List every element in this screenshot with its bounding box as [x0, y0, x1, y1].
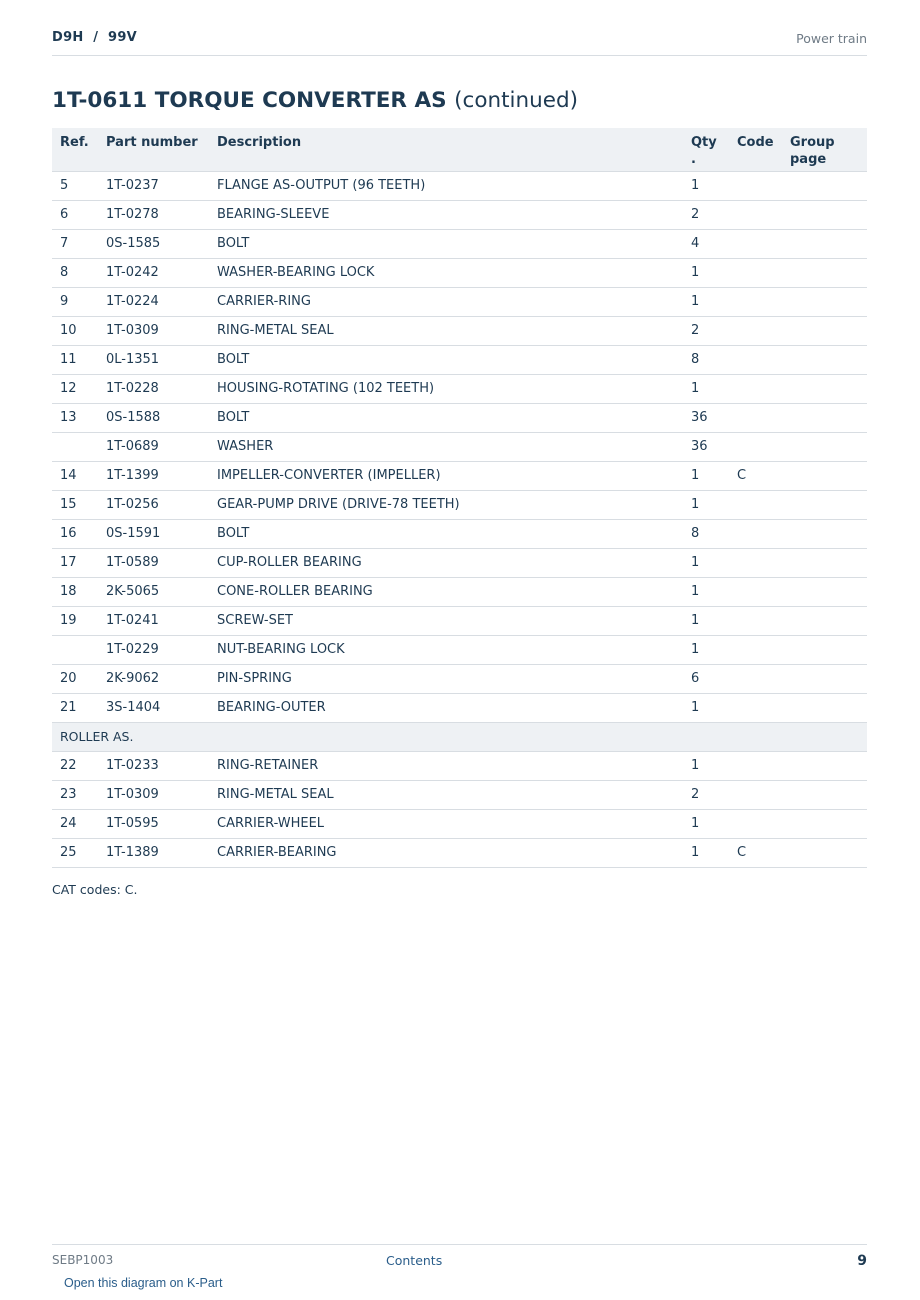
table-row — [52, 490, 867, 519]
cell-qty: 1 — [683, 606, 729, 635]
cell-part-number: 1T-0589 — [98, 548, 209, 577]
cell-qty: 1 — [683, 171, 729, 200]
model-label: D9H / 99V — [52, 30, 138, 45]
cell-ref: 17 — [52, 548, 98, 577]
cell-qty: 1 — [683, 693, 729, 722]
table-row — [52, 693, 867, 722]
cell-part-number: 2K-9062 — [98, 664, 209, 693]
contents-link[interactable]: Contents — [386, 1253, 443, 1268]
cell-qty: 8 — [683, 345, 729, 374]
cell-code — [729, 490, 782, 519]
cell-code — [729, 229, 782, 258]
cell-code — [729, 548, 782, 577]
cell-description: BOLT — [209, 229, 683, 258]
cell-qty: 36 — [683, 432, 729, 461]
cell-qty: 4 — [683, 229, 729, 258]
cell-ref: 13 — [52, 403, 98, 432]
cell-description: BEARING-SLEEVE — [209, 200, 683, 229]
parts-table — [52, 128, 867, 868]
cell-description: CONE-ROLLER BEARING — [209, 577, 683, 606]
cell-ref: 12 — [52, 374, 98, 403]
cell-ref: 11 — [52, 345, 98, 374]
cell-description: BOLT — [209, 345, 683, 374]
cell-qty: 2 — [683, 780, 729, 809]
cell-ref: 25 — [52, 838, 98, 867]
cell-ref: 19 — [52, 606, 98, 635]
table-row — [52, 751, 867, 780]
table-row — [52, 809, 867, 838]
table-row — [52, 403, 867, 432]
cell-group-page — [782, 374, 867, 403]
cell-description: WASHER — [209, 432, 683, 461]
table-row — [52, 171, 867, 200]
cell-part-number: 1T-0241 — [98, 606, 209, 635]
cell-qty: 1 — [683, 577, 729, 606]
cell-part-number: 1T-0228 — [98, 374, 209, 403]
cell-qty: 1 — [683, 258, 729, 287]
cell-part-number: 0S-1585 — [98, 229, 209, 258]
page-footer — [52, 1244, 867, 1275]
cell-ref: 10 — [52, 316, 98, 345]
page-title — [52, 88, 578, 113]
cell-qty: 36 — [683, 403, 729, 432]
cell-code — [729, 287, 782, 316]
cell-description: BOLT — [209, 403, 683, 432]
cell-ref — [52, 432, 98, 461]
cell-description: SCREW-SET — [209, 606, 683, 635]
cell-ref: 7 — [52, 229, 98, 258]
cell-group-page — [782, 548, 867, 577]
cell-part-number: 1T-0256 — [98, 490, 209, 519]
section-label: Power train — [796, 31, 867, 46]
table-row — [52, 577, 867, 606]
table-row — [52, 374, 867, 403]
cell-description: RING-RETAINER — [209, 751, 683, 780]
cell-description: BEARING-OUTER — [209, 693, 683, 722]
cell-group-page — [782, 200, 867, 229]
cell-part-number: 2K-5065 — [98, 577, 209, 606]
cell-ref: 16 — [52, 519, 98, 548]
table-row — [52, 780, 867, 809]
group-row — [52, 722, 867, 751]
title-continued: (continued) — [454, 88, 579, 113]
cell-qty: 1 — [683, 548, 729, 577]
cell-group-page — [782, 287, 867, 316]
table-row — [52, 287, 867, 316]
cell-qty: 2 — [683, 200, 729, 229]
cell-group-page — [782, 577, 867, 606]
cell-group-page — [782, 229, 867, 258]
cell-group-page — [782, 635, 867, 664]
cell-part-number: 1T-0233 — [98, 751, 209, 780]
cell-ref: 8 — [52, 258, 98, 287]
cell-code — [729, 316, 782, 345]
cell-description: GEAR-PUMP DRIVE (DRIVE-78 TEETH) — [209, 490, 683, 519]
cell-code — [729, 577, 782, 606]
cell-code — [729, 374, 782, 403]
column-header-group-page: Group page — [782, 128, 867, 171]
cell-qty: 2 — [683, 316, 729, 345]
cell-group-page — [782, 461, 867, 490]
cell-group-page — [782, 258, 867, 287]
table-row — [52, 200, 867, 229]
cell-description: PIN-SPRING — [209, 664, 683, 693]
cell-code: C — [729, 461, 782, 490]
cell-part-number: 0S-1591 — [98, 519, 209, 548]
cell-description: WASHER-BEARING LOCK — [209, 258, 683, 287]
cell-ref: 21 — [52, 693, 98, 722]
document-code: SEBP1003 — [52, 1253, 114, 1267]
cell-code — [729, 780, 782, 809]
cell-description: RING-METAL SEAL — [209, 316, 683, 345]
table-row — [52, 461, 867, 490]
cell-ref — [52, 635, 98, 664]
cell-group-page — [782, 490, 867, 519]
cell-ref: 5 — [52, 171, 98, 200]
cell-group-page — [782, 519, 867, 548]
cell-group-page — [782, 751, 867, 780]
cell-code — [729, 664, 782, 693]
cell-group-page — [782, 606, 867, 635]
cell-group-page — [782, 780, 867, 809]
cell-code — [729, 200, 782, 229]
cell-part-number: 1T-0309 — [98, 316, 209, 345]
page-header — [52, 30, 867, 56]
cell-group-page — [782, 809, 867, 838]
cell-ref: 23 — [52, 780, 98, 809]
cell-ref: 18 — [52, 577, 98, 606]
cell-group-page — [782, 838, 867, 867]
column-header-description: Description — [209, 128, 683, 171]
column-header-ref: Ref. — [52, 128, 98, 171]
cell-group-page — [782, 316, 867, 345]
cell-group-page — [782, 171, 867, 200]
cell-code: C — [729, 838, 782, 867]
cell-code — [729, 809, 782, 838]
cell-code — [729, 345, 782, 374]
cell-part-number: 3S-1404 — [98, 693, 209, 722]
cell-code — [729, 693, 782, 722]
cell-qty: 1 — [683, 809, 729, 838]
cell-group-page — [782, 693, 867, 722]
cell-description: BOLT — [209, 519, 683, 548]
cell-qty: 8 — [683, 519, 729, 548]
cell-part-number: 1T-1399 — [98, 461, 209, 490]
cell-qty: 1 — [683, 490, 729, 519]
cell-description: CARRIER-BEARING — [209, 838, 683, 867]
parts-table-body — [52, 171, 867, 867]
table-row — [52, 432, 867, 461]
cell-part-number: 1T-0595 — [98, 809, 209, 838]
page-number: 9 — [857, 1253, 867, 1269]
cell-description: HOUSING-ROTATING (102 TEETH) — [209, 374, 683, 403]
title-main: 1T-0611 TORQUE CONVERTER AS — [52, 88, 447, 113]
cat-codes-note: CAT codes: C. — [52, 882, 138, 897]
cell-code — [729, 403, 782, 432]
cell-description: CARRIER-WHEEL — [209, 809, 683, 838]
cell-ref: 24 — [52, 809, 98, 838]
table-header-row — [52, 128, 867, 171]
table-row — [52, 606, 867, 635]
cell-part-number: 1T-0229 — [98, 635, 209, 664]
cell-description: FLANGE AS-OUTPUT (96 TEETH) — [209, 171, 683, 200]
cell-part-number: 0L-1351 — [98, 345, 209, 374]
cell-code — [729, 171, 782, 200]
cell-part-number: 1T-1389 — [98, 838, 209, 867]
cell-qty: 1 — [683, 287, 729, 316]
cell-description: CUP-ROLLER BEARING — [209, 548, 683, 577]
group-label: ROLLER AS. — [52, 722, 867, 751]
cell-ref: 20 — [52, 664, 98, 693]
cell-code — [729, 258, 782, 287]
cell-part-number: 1T-0224 — [98, 287, 209, 316]
cell-group-page — [782, 664, 867, 693]
cell-group-page — [782, 345, 867, 374]
cell-part-number: 1T-0309 — [98, 780, 209, 809]
cell-ref: 6 — [52, 200, 98, 229]
cell-ref: 14 — [52, 461, 98, 490]
cell-description: IMPELLER-CONVERTER (IMPELLER) — [209, 461, 683, 490]
table-row — [52, 838, 867, 867]
cell-qty: 1 — [683, 461, 729, 490]
column-header-code: Code — [729, 128, 782, 171]
table-row — [52, 258, 867, 287]
cell-code — [729, 432, 782, 461]
cell-part-number: 0S-1588 — [98, 403, 209, 432]
cell-part-number: 1T-0689 — [98, 432, 209, 461]
table-row — [52, 635, 867, 664]
column-header-qty: Qty . — [683, 128, 729, 171]
table-row — [52, 664, 867, 693]
table-row — [52, 229, 867, 258]
cell-part-number: 1T-0237 — [98, 171, 209, 200]
cell-qty: 1 — [683, 751, 729, 780]
cell-qty: 1 — [683, 374, 729, 403]
table-row — [52, 345, 867, 374]
cell-qty: 6 — [683, 664, 729, 693]
cell-part-number: 1T-0242 — [98, 258, 209, 287]
cell-ref: 15 — [52, 490, 98, 519]
cell-description: RING-METAL SEAL — [209, 780, 683, 809]
table-row — [52, 316, 867, 345]
column-header-part-number: Part number — [98, 128, 209, 171]
cell-code — [729, 751, 782, 780]
cell-code — [729, 606, 782, 635]
cell-qty: 1 — [683, 635, 729, 664]
cell-group-page — [782, 432, 867, 461]
cell-ref: 9 — [52, 287, 98, 316]
table-row — [52, 548, 867, 577]
kpart-diagram-link[interactable]: Open this diagram on K-Part — [64, 1276, 223, 1290]
table-row — [52, 519, 867, 548]
cell-description: NUT-BEARING LOCK — [209, 635, 683, 664]
cell-part-number: 1T-0278 — [98, 200, 209, 229]
cell-code — [729, 635, 782, 664]
cell-group-page — [782, 403, 867, 432]
cell-code — [729, 519, 782, 548]
cell-ref: 22 — [52, 751, 98, 780]
cell-qty: 1 — [683, 838, 729, 867]
cell-description: CARRIER-RING — [209, 287, 683, 316]
